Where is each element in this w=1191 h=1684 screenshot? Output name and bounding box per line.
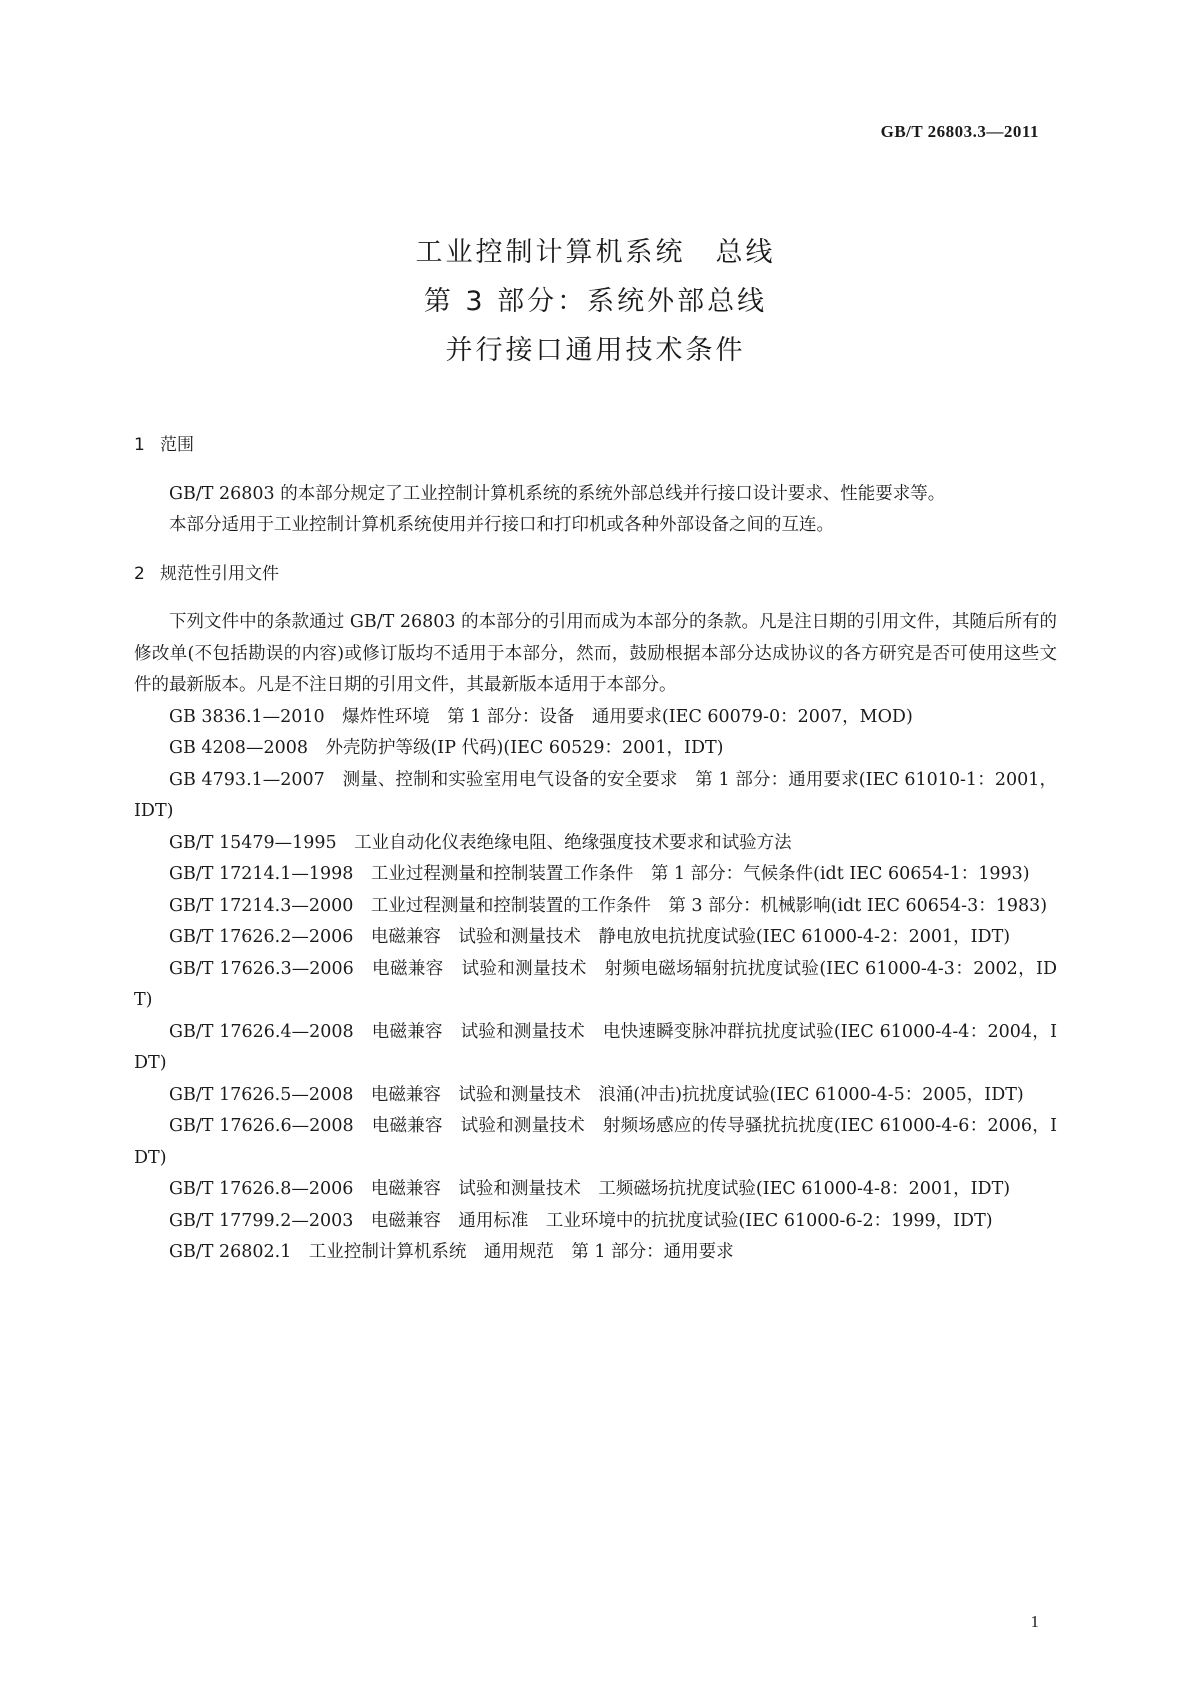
reference-item: GB/T 17214.1—1998 工业过程测量和控制装置工作条件 第 1 部分：气候条件(idt IEC 60654-1：1993) <box>169 864 1030 884</box>
reference-item: GB/T 17214.3—2000 工业过程测量和控制装置的工作条件 第 3 部分：机械影响(idt IEC 60654-3：1983) <box>169 895 1048 916</box>
reference-item: GB 3836.1—2010 爆炸性环境 第 1 部分：设备 通用要求(IEC 60079-0：2007，MOD) <box>169 706 913 727</box>
scope-paragraph-1: GB/T 26803 的本部分规定了工业控制计算机系统的系统外部总线并行接口设计要求、性能要求等。 <box>169 483 946 504</box>
reference-item: GB/T 17626.6—2008 电磁兼容 试验和测量技术 射频场感应的传导骚扰抗扰度(IEC 61000-4-6：2006，IDT) <box>134 1116 1057 1168</box>
reference-item: GB/T 17626.8—2006 电磁兼容 试验和测量技术 工频磁场抗扰度试验(IEC 61000-4-8：2001，IDT) <box>169 1179 1011 1199</box>
reference-item: GB 4208—2008 外壳防护等级(IP 代码)(IEC 60529：2001，IDT) <box>169 738 724 758</box>
document-title <box>0 228 1191 375</box>
reference-item: GB 4793.1—2007 测量、控制和实验室用电气设备的安全要求 第 1 部分：通用要求(IEC 61010-1：2001，IDT) <box>134 769 1057 821</box>
title-line-1: 工业控制计算机系统 总线 <box>415 237 776 268</box>
document-body <box>134 430 1057 1269</box>
page-number: 1 <box>1030 1612 1039 1631</box>
section-number: 1 <box>134 435 145 455</box>
section-title: 范围 <box>160 435 194 455</box>
reference-item: GB/T 26802.1 工业控制计算机系统 通用规范 第 1 部分：通用要求 <box>169 1242 734 1262</box>
section-title: 规范性引用文件 <box>160 563 279 584</box>
reference-item: GB/T 17799.2—2003 电磁兼容 通用标准 工业环境中的抗扰度试验(IEC 61000-6-2：1999，IDT) <box>169 1210 993 1231</box>
reference-item: GB/T 17626.5—2008 电磁兼容 试验和测量技术 浪涌(冲击)抗扰度试验(IEC 61000-4-5：2005，IDT) <box>169 1084 1024 1105</box>
reference-item: GB/T 17626.3—2006 电磁兼容 试验和测量技术 射频电磁场辐射抗扰度试验(IEC 61000-4-3：2002，IDT) <box>134 958 1057 1010</box>
section-heading-scope <box>134 430 1057 462</box>
standard-number: GB/T 26803.3—2011 <box>880 122 1039 141</box>
section-heading-normative-references <box>134 559 1057 591</box>
reference-item: GB/T 17626.2—2006 电磁兼容 试验和测量技术 静电放电抗扰度试验(IEC 61000-4-2：2001，IDT) <box>169 927 1011 947</box>
normative-intro-paragraph: 下列文件中的条款通过 GB/T 26803 的本部分的引用而成为本部分的条款。凡是注日期的引用文件，其随后所有的修改单(不包括勘误的内容)或修订版均不适用于本部分，然而，鼓励根据本部分达成协议的各方研究是否可使用这些文件的最新版本。凡是不注日期的引用文件，其最新版本适用于本部分。 <box>134 612 1057 695</box>
scope-paragraph-2: 本部分适用于工业控制计算机系统使用并行接口和打印机或各种外部设备之间的互连。 <box>169 515 834 535</box>
title-line-3: 并行接口通用技术条件 <box>445 335 746 366</box>
section-number: 2 <box>134 563 145 584</box>
reference-item: GB/T 15479—1995 工业自动化仪表绝缘电阻、绝缘强度技术要求和试验方法 <box>169 832 792 853</box>
title-line-2: 第 3 部分：系统外部总线 <box>423 286 768 317</box>
reference-item: GB/T 17626.4—2008 电磁兼容 试验和测量技术 电快速瞬变脉冲群抗扰度试验(IEC 61000-4-4：2004，IDT) <box>134 1021 1057 1073</box>
